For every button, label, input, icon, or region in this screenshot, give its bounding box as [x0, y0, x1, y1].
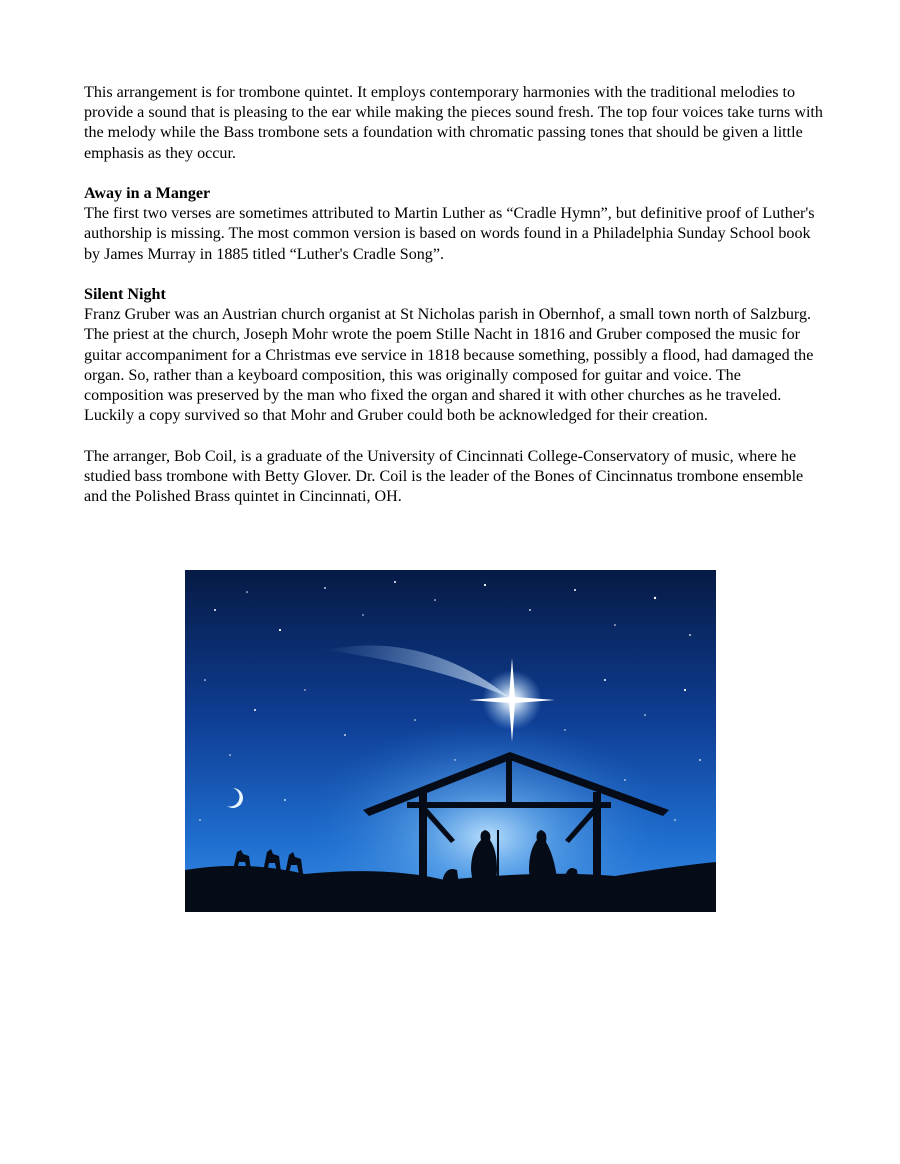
section-body-silent-night: Franz Gruber was an Austrian church organist at St Nicholas parish in Obernhof, a small town north of Salzburg. The priest at the church, Joseph Mohr wrote the poem Stille Nacht in 1816 and Gruber composed the music for guitar accompaniment for a Christmas eve service in 1818 because something, possibly a flood, had damaged the organ. So, rather than a keyboard composition, this was originally composed for guitar and voice. The composition was preserved by the man who fixed the organ and shared it with other churches as he traveled. Luckily a copy survived so that Mohr and Gruber could both be acknowledged for their creation. [84, 306, 814, 425]
nativity-scene-svg [185, 570, 716, 912]
intro-paragraph: This arrangement is for trombone quintet. It employs contemporary harmonies with the traditional melodies to provide a sound that is pleasing to the ear while making the pieces sound fresh. The top four voices take turns with the melody while the Bass trombone sets a foundation with chromatic passing tones that should be given a little emphasis as they occur. [84, 84, 823, 162]
arranger-note-paragraph: The arranger, Bob Coil, is a graduate of the University of Cincinnati College-Conservatory of music, where he studied bass trombone with Betty Glover. Dr. Coil is the leader of the Bones of Cincinnatus trombone ensemble and the Polished Brass quintet in Cincinnati, OH. [84, 447, 804, 506]
section-title-away-in-a-manger: Away in a Manger [84, 185, 211, 202]
section-title-silent-night: Silent Night [84, 286, 166, 303]
section-body-away-in-a-manger: The first two verses are sometimes attributed to Martin Luther as “Cradle Hymn”, but definitive proof of Luther's authorship is missing. The most common version is based on words found in a Philadelphia Sunday School book by James Murray in 1885 titled “Luther's Cradle Song”. [84, 205, 815, 263]
nativity-scene-image [185, 570, 716, 912]
stable-glow [185, 570, 716, 912]
document-body [84, 83, 824, 527]
